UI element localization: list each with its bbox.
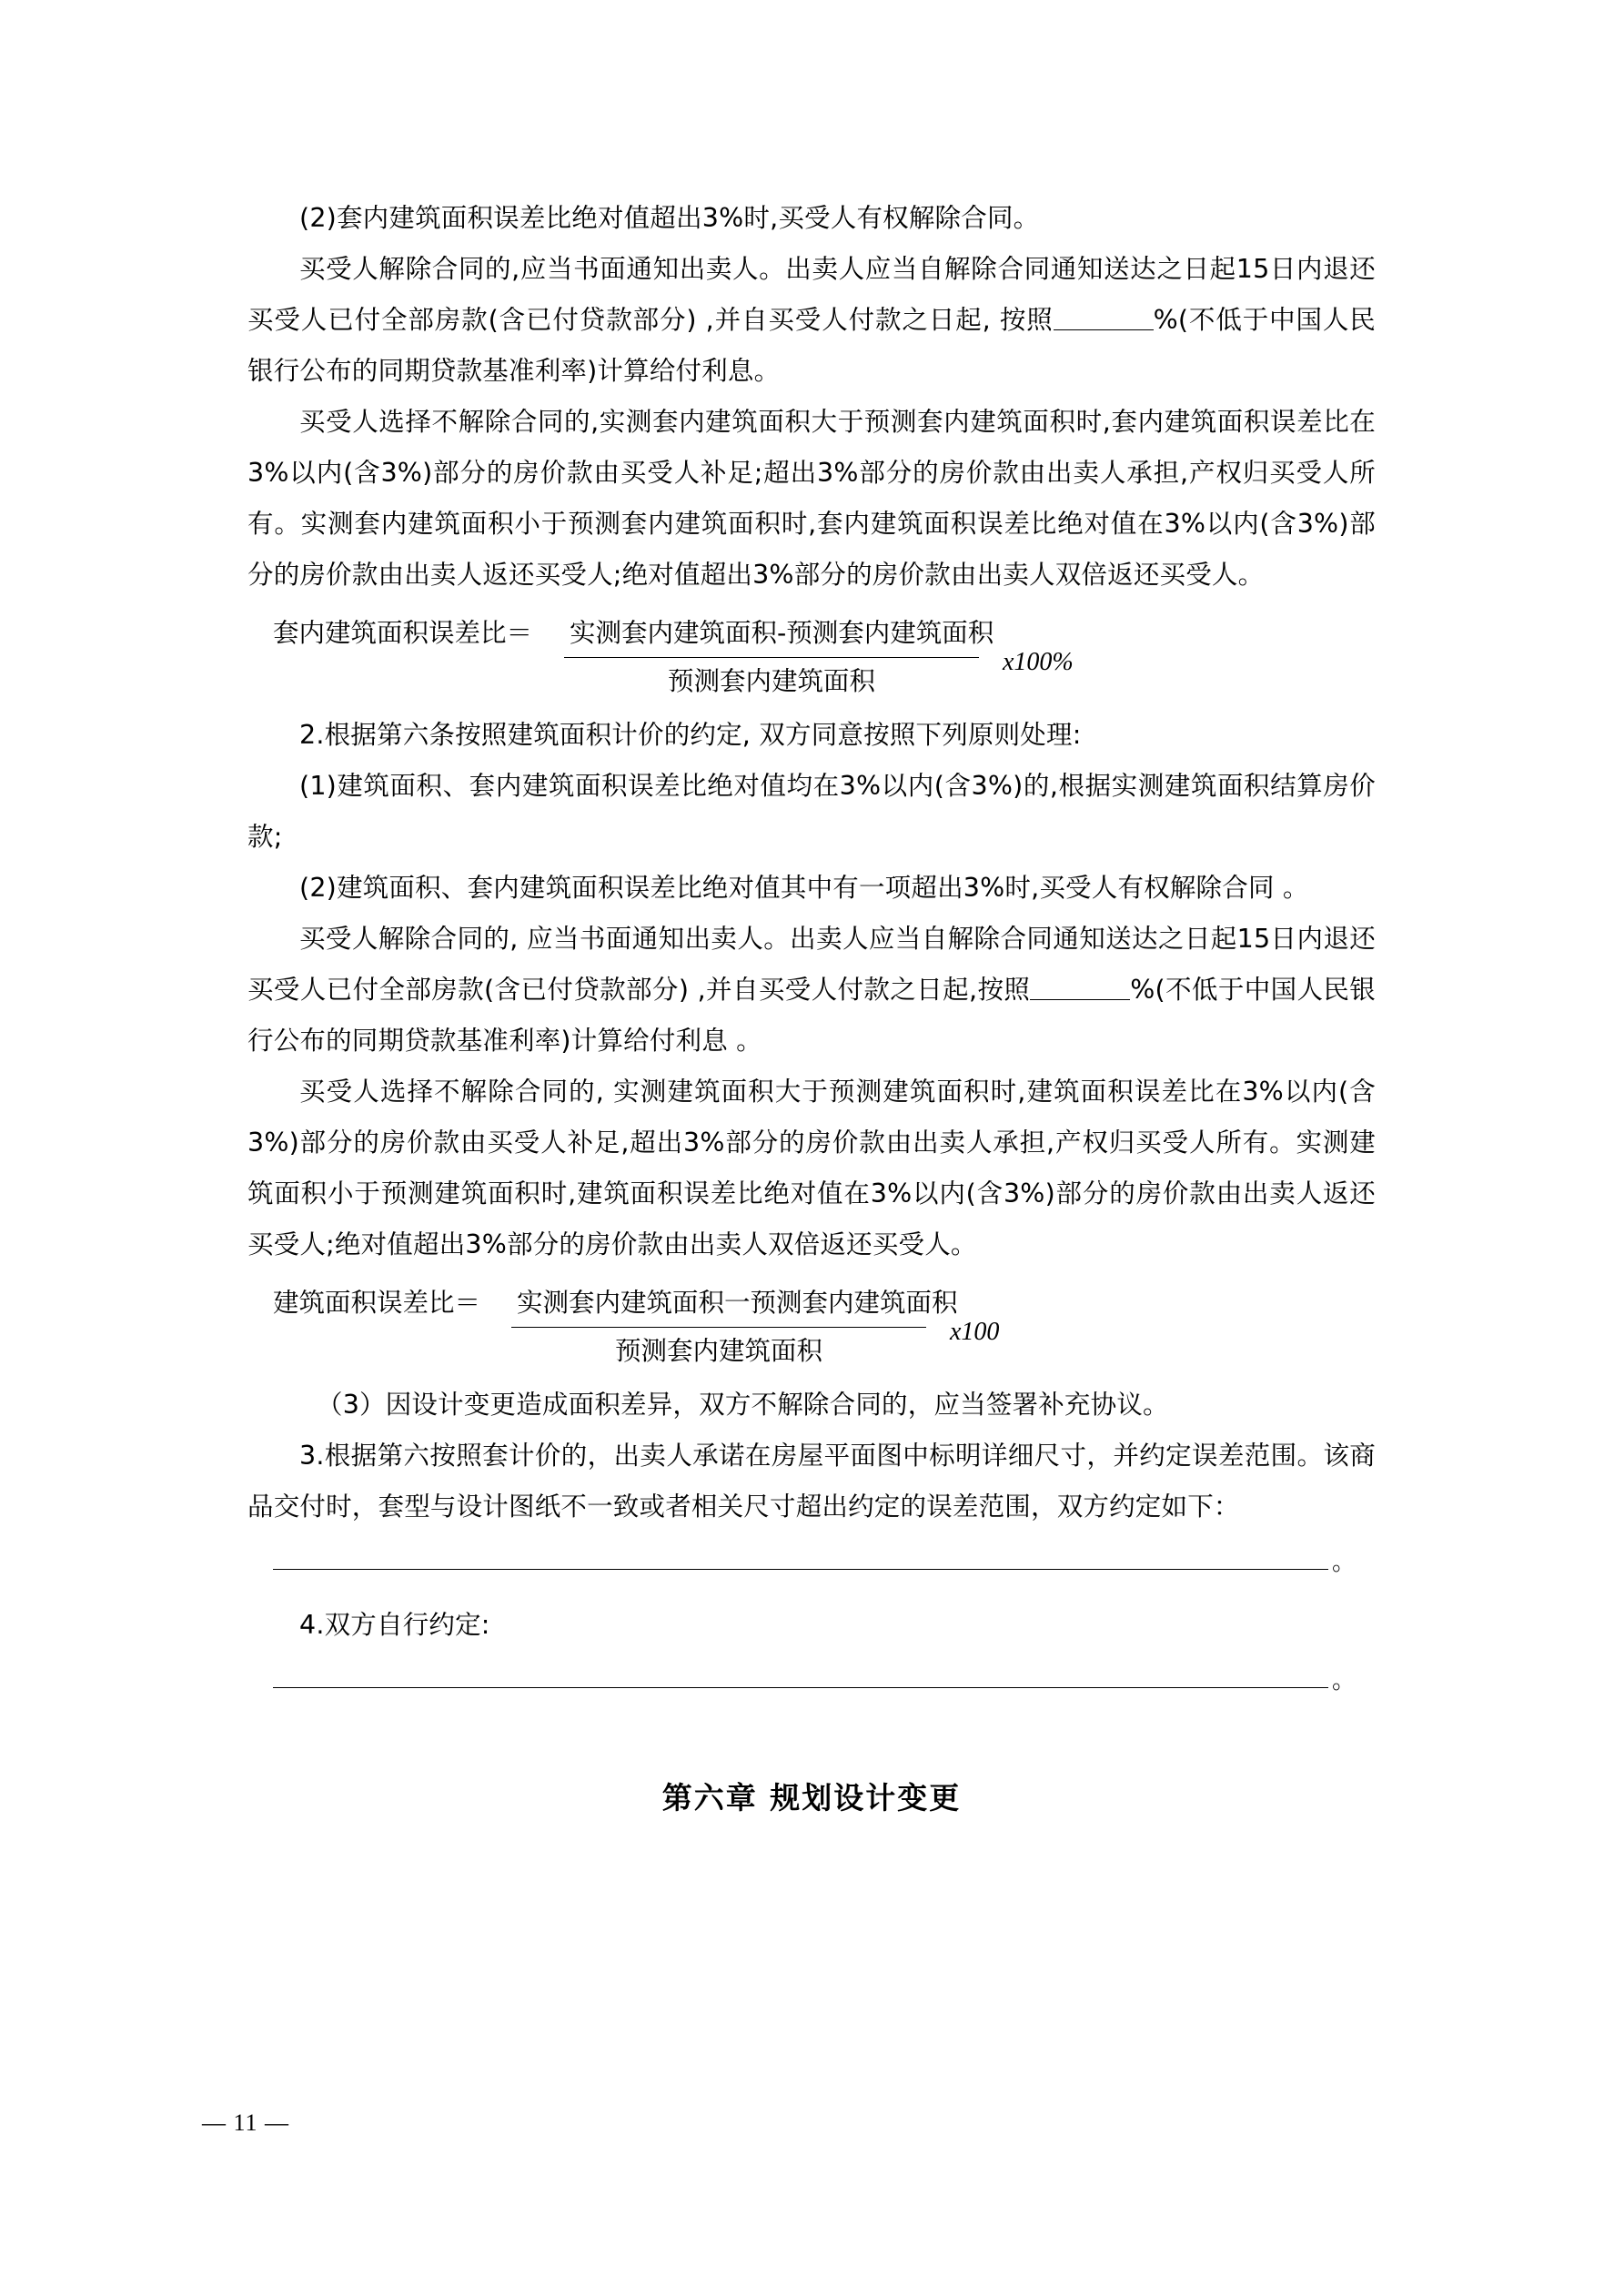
- paragraph-text: (1)建筑面积、套内建筑面积误差比绝对值均在3%以内(含3%)的,根据实测建筑面积结算房价款;: [247, 771, 1376, 852]
- paragraph-no-rescission-1: [247, 397, 1376, 601]
- paragraph-item-2: [247, 710, 1376, 761]
- paragraph-rescission-notice-2: [247, 914, 1376, 1067]
- paragraph-rescission-notice-1: [247, 244, 1376, 397]
- document-body: [247, 193, 1376, 1817]
- formula-denominator: 预测套内建筑面积: [614, 1336, 822, 1366]
- paragraph-item-2-2: [247, 863, 1376, 914]
- paragraph-text-part2: %(不低于中国人民银行公布的同期贷款基准利率)计算给付利息。: [247, 305, 1377, 386]
- fill-in-line-2[interactable]: [247, 1660, 1376, 1718]
- paragraph-item-4: [247, 1600, 1376, 1651]
- paragraph-item-unit-price: [247, 1431, 1376, 1532]
- formula-building-area-error-ratio: [247, 1274, 1376, 1376]
- paragraph-text: (2)套内建筑面积误差比绝对值超出3%时,买受人有权解除合同。: [299, 203, 1040, 233]
- fill-in-period: 。: [1332, 1549, 1357, 1576]
- paragraph-text: 买受人选择不解除合同的,实测套内建筑面积大于预测套内建筑面积时,套内建筑面积误差比在3%以内(含3%)部分的房价款由买受人补足;超出3%部分的房价款由出卖人承担,产权归买受人所有。实测套内建筑面积小于预测套内建筑面积时,套内建筑面积误差比绝对值在3%以内(含3%)部分的房价款由出卖人返还买受人;绝对值超出3%部分的房价款由出卖人双倍返还买受人。: [247, 407, 1376, 590]
- paragraph-text-part2: %(不低于中国人民银行公布的同期贷款基准利率)计算给付利息 。: [247, 975, 1376, 1056]
- formula-denominator: 预测套内建筑面积: [667, 666, 875, 696]
- formula-numerator: 实测套内建筑面积-预测套内建筑面积: [564, 612, 979, 658]
- formula-numerator: 实测套内建筑面积一预测套内建筑面积: [511, 1281, 926, 1328]
- spacer: [247, 1651, 1376, 1660]
- paragraph-no-rescission-2: [247, 1067, 1376, 1270]
- page-number: — 11 —: [202, 2109, 290, 2136]
- fill-in-rule[interactable]: [273, 1687, 1328, 1688]
- chapter-title: 第六章 规划设计变更: [661, 1780, 962, 1816]
- paragraph-text-part1: 买受人解除合同的,应当书面通知出卖人。出卖人应当自解除合同通知送达之日起15日内退还买受人已付全部房款(含已付贷款部分) ,并自买受人付款之日起, 按照: [247, 254, 1376, 335]
- formula-multiplier: x100: [950, 1318, 1000, 1346]
- formula-lhs: 套内建筑面积误差比＝: [273, 618, 533, 648]
- formula-multiplier: x100%: [1003, 648, 1074, 676]
- paragraph-text: 2.根据第六条按照建筑面积计价的约定, 双方同意按照下列原则处理:: [299, 720, 1082, 750]
- formula-fraction: [564, 612, 994, 703]
- paragraph-clause-2: [247, 193, 1376, 244]
- formula-lhs: 建筑面积误差比＝: [273, 1288, 481, 1318]
- formula-fraction: [511, 1281, 958, 1373]
- paragraph-text-part1: 买受人解除合同的, 应当书面通知出卖人。出卖人应当自解除合同通知送达之日起15日内退还买受人已付全部房款(含已付贷款部分) ,并自买受人付款之日起,按照: [247, 924, 1376, 1005]
- paragraph-text: (2)建筑面积、套内建筑面积误差比绝对值其中有一项超出3%时,买受人有权解除合同 。: [299, 873, 1309, 903]
- spacer: [247, 1532, 1376, 1542]
- paragraph-text: 4.双方自行约定:: [299, 1610, 490, 1640]
- paragraph-text: （3）因设计变更造成面积差异，双方不解除合同的，应当签署补充协议。: [317, 1390, 1169, 1420]
- fill-in-line-1[interactable]: [247, 1542, 1376, 1600]
- paragraph-text: 买受人选择不解除合同的, 实测建筑面积大于预测建筑面积时,建筑面积误差比在3%以内(含3%)部分的房价款由买受人补足,超出3%部分的房价款由出卖人承担,产权归买受人所有。实测建筑面积小于预测建筑面积时,建筑面积误差比绝对值在3%以内(含3%)部分的房价款由出卖人返还买受人;绝对值超出3%部分的房价款由出卖人双倍返还买受人。: [247, 1077, 1376, 1259]
- fill-in-rule[interactable]: [273, 1569, 1328, 1570]
- formula-inner-area-error-ratio: [247, 604, 1376, 706]
- paragraph-text: 3.根据第六按照套计价的，出卖人承诺在房屋平面图中标明详细尺寸，并约定误差范围。该商品交付时，套型与设计图纸不一致或者相关尺寸超出约定的误差范围，双方约定如下：: [247, 1441, 1376, 1522]
- paragraph-item-3: [247, 1380, 1376, 1431]
- fill-in-period: 。: [1332, 1667, 1357, 1694]
- paragraph-item-2-1: [247, 761, 1376, 863]
- interest-rate-blank-1[interactable]: [1054, 329, 1154, 330]
- interest-rate-blank-2[interactable]: [1030, 999, 1130, 1000]
